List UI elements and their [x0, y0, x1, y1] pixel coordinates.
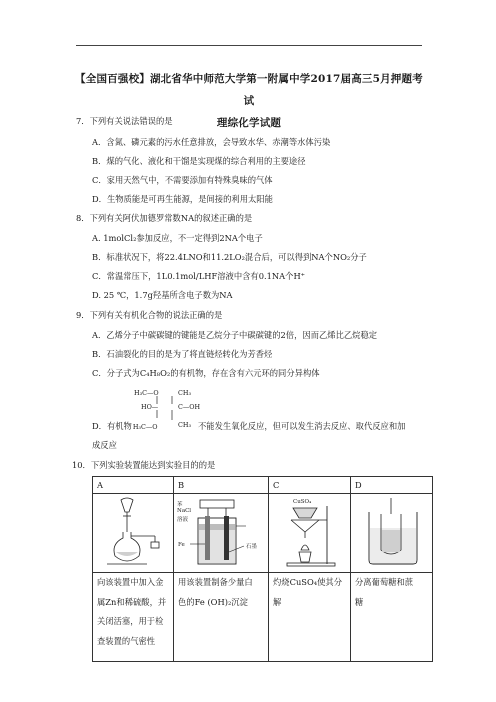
- struct-row3-right: CH₃: [178, 421, 192, 429]
- table-apparatus-row: [93, 494, 433, 573]
- option-d-label: D．有机物: [92, 421, 132, 431]
- question-9-option-a: A．乙烯分子中碳碳键的键能是乙烷分子中碳碳键的2倍，因而乙烯比乙烷稳定: [92, 330, 378, 340]
- question-7-option-c: C．家用天然气中，不需要添加有特殊臭味的气体: [92, 175, 273, 185]
- struct-row2-left: HO—: [141, 403, 159, 411]
- table-header-row: [93, 477, 433, 494]
- description-a-line-2: 属Zn和稀硫酸，并: [97, 596, 167, 607]
- electrolysis-apparatus-icon: [174, 494, 269, 570]
- beaker-dialysis-icon: [351, 494, 433, 570]
- description-a: [93, 573, 174, 662]
- question-9-option-d-text: 不能发生氧化反应，但可以发生消去反应、取代反应和加: [198, 421, 406, 431]
- question-8-option-d: D. 25 ℃，1.7g羟基所含电子数为NA: [92, 290, 233, 300]
- question-7-option-b: B．煤的气化、液化和干馏是实现煤的综合利用的主要途径: [92, 156, 306, 166]
- table-description-row: [93, 573, 433, 662]
- header-c: C: [269, 477, 351, 494]
- question-7-option-d: D．生物质能是可再生能源，是间接的利用太阳能: [92, 194, 273, 204]
- apparatus-b: [174, 494, 269, 573]
- struct-row1-right: CH₃: [178, 389, 192, 397]
- caption-benzene-top: 苯: [177, 502, 183, 508]
- description-b: [174, 573, 269, 662]
- question-9-stem: 9．下列有关有机化合物的说法正确的是: [76, 310, 223, 320]
- description-d-line-2: 糖: [355, 596, 364, 607]
- description-a-line-1: 向该装置中加入金: [97, 577, 164, 587]
- question-10-stem: 10．下列实验装置能达到实验目的的是: [72, 460, 216, 470]
- caption-graphite: 石墨: [246, 544, 258, 550]
- caption-nacl: NaCl: [177, 508, 192, 514]
- struct-row1-left: H₃C—O: [134, 389, 159, 397]
- description-a-line-4: 查装置的气密性: [97, 635, 156, 646]
- description-d-line-1: 分离葡萄糖和蔗: [355, 577, 414, 587]
- caption-fe: Fe: [178, 542, 185, 548]
- question-9-option-b: B．石油裂化的目的是为了将直链烃转化为芳香烃: [92, 349, 273, 359]
- title-line-1: 【全国百强校】湖北省华中师范大学第一附属中学2017届高三5月押题考试: [75, 73, 423, 107]
- question-7-option-a: A．含氮、磷元素的污水任意排放，会导致水华、赤潮等水体污染: [92, 137, 331, 147]
- header-d: D: [351, 477, 433, 494]
- description-a-line-3: 关闭活塞，用于检: [97, 616, 164, 626]
- header-b: B: [174, 477, 269, 494]
- crucible-heating-icon: [269, 494, 351, 570]
- question-8-stem: 8．下列有关阿伏加德罗常数NA的叙述正确的是: [76, 213, 253, 223]
- caption-cuso4: CuSO₄: [293, 499, 312, 505]
- struct-row3-left: H₃C—O: [132, 423, 158, 431]
- description-b-line-2: 色的Fe (OH)₂沉淀: [178, 596, 248, 607]
- header-a: A: [93, 477, 174, 494]
- title-line-2: 理综化学试题: [216, 117, 282, 129]
- question-8-option-a: A. 1molCl₂参加反应，不一定得到2NA个电子: [92, 233, 263, 243]
- apparatus-d: [351, 494, 433, 573]
- apparatus-c: [269, 494, 351, 573]
- caption-solution: 溶液: [177, 517, 189, 523]
- experiment-table: [92, 476, 433, 662]
- flask-funnel-apparatus-icon: [97, 494, 177, 570]
- question-9-option-c: C．分子式为C₄H₈O₂的有机物，存在含有六元环的同分异构体: [92, 368, 320, 378]
- question-8-option-c: C．常温常压下，1L0.1mol/LHF溶液中含有0.1NA个H⁺: [92, 271, 306, 281]
- question-8-option-b: B．标准状况下，将22.4LNO和11.2LO₂混合后，可以得到NA个NO₂分子: [92, 252, 367, 262]
- struct-row2-right: C—OH: [178, 403, 201, 411]
- question-9-option-d-prefix: [92, 421, 158, 433]
- header-rule: [76, 45, 422, 46]
- apparatus-a: [93, 494, 174, 573]
- question-9-option-d-cont: 成反应: [92, 440, 117, 450]
- description-d: [351, 573, 433, 662]
- question-7-stem: 7．下列有关说法错误的是: [76, 116, 173, 126]
- description-c-line-1: 灼烧CuSO₄使其分: [273, 577, 342, 587]
- description-b-line-1: 用该装置制备少量白: [178, 577, 253, 587]
- description-c: [269, 573, 351, 662]
- description-c-line-2: 解: [273, 596, 282, 607]
